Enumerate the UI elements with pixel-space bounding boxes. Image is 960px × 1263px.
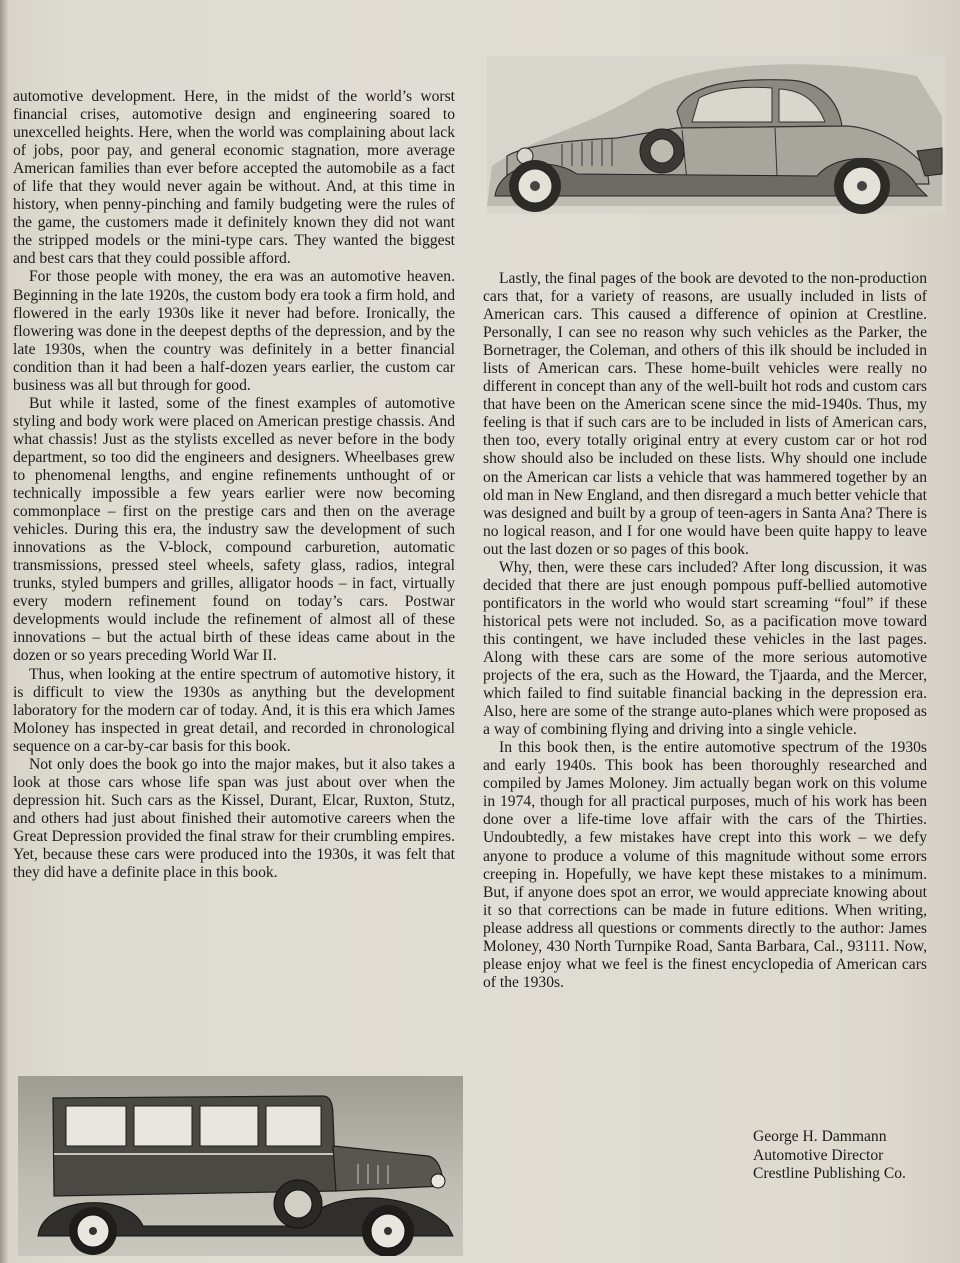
signature-company: Crestline Publishing Co. — [753, 1165, 906, 1182]
sedan-illustration — [18, 1076, 463, 1256]
right-text-column — [483, 270, 927, 992]
right-paragraph-3: In this book then, is the entire automotive spectrum of the 1930s and early 1940s. This book has been thoroughly researched and compiled by James Moloney. Jim actually began work on this volume in 1974, though for all practical purposes, much of his work has been done over a life-time love affair with the cars of the Thirties. Undoubtedly, a few mistakes have crept into this work – we defy anyone to produce a volume of this magnitude without some errors creeping in. Hopefully, we have kept these mistakes to a minimum. But, if anyone does spot an error, we would appreciate knowing about it so that corrections can be made in future editions. When writing, please address all questions or comments directly to the author: James Moloney, 430 North Turnpike Road, Santa Barbara, Cal., 93111. Now, please enjoy what we feel is the finest encyclopedia of American cars of the 1930s. — [483, 739, 927, 991]
signature-title: Automotive Director — [753, 1146, 884, 1164]
right-paragraph-1: Lastly, the final pages of the book are devoted to the non-production cars that, for a variety of reasons, are usually included in lists of American cars. This caused a difference of opinion at Crestline. Personally, I can see no reason why such vehicles as the Parker, the Bornetrager, the Coleman, and others of this ilk should be included in lists of American cars. These home-built vehicles were really no different in concept than any of the well-built hot rods and custom cars that have been on the American scene since the mid-1940s. Thus, my feeling is that if such cars are to be included in lists of American cars, then too, every totally original entry at every custom car or hot rod show should also be included on these lists. Why should one include on the American car lists a vehicle that was hammered together by an old man in New England, and then disregard a much better vehicle that was designed and built by a group of teen-agers in Santa Ana? There is no logical reason, and I for one would have been quite happy to leave out the last dozen or so pages of this book. — [483, 270, 927, 558]
left-paragraph-2: For those people with money, the era was an automotive heaven. Beginning in the late 1920s, the custom body era took a firm hold, and flowered in the early 1930s like it never had before. Ironically, the flowering was done in the deepest depths of the depression, and by the late 1930s, when the country was definitely in a better financial condition than it had been a half-dozen years earlier, the custom car business was all but through for good. — [13, 268, 455, 394]
left-paragraph-5: Not only does the book go into the major makes, but it also takes a look at those cars whose life span was just about over when the depression hit. Such cars as the Kissel, Durant, Elcar, Ruxton, Stutz, and others had just about finished their automotive careers when the Great Depression provided the final straw for their crumbling empires. Yet, because these cars were produced into the 1930s, it was felt that they did have a definite place in this book. — [13, 755, 455, 882]
left-text-column — [13, 88, 455, 882]
right-paragraph-2: Why, then, were these cars included? After long discussion, it was decided that there are just enough pompous puff-bellied automotive pontificators in the world who would start screaming “foul” if these historical pets were not included. So, as a pacification move toward this contingent, we have included these vehicles in the last pages. Along with these cars are some of the more serious automotive projects of the era, such as the Howard, the Tjaarda, and the Mercer, which failed to find suitable financial backing in the depression era. Also, here are some of the strange auto-planes which were proposed as a way of combining flying and driving into a single vehicle. — [483, 558, 927, 739]
left-paragraph-3: But while it lasted, some of the finest examples of automotive styling and body work were placed on American prestige chassis. And what chassis! Just as the stylists excelled as never before in the body department, so too did the engineers and designers. Wheelbases grew to phenomenal lengths, and engine refinements unthought of or technically impossible a few years earlier were now becoming commonplace – first on the prestige cars and then on the average vehicles. During this era, the industry saw the development of such innovations as the V-block, compound carburetion, automatic transmissions, pressed steel wheels, safety glass, radios, integral trunks, styled bumpers and grilles, alligator hoods – in fact, virtually every modern refinement found on today’s cars. Postwar developments would include the refinement of almost all of these innovations – but the actual birth of these ideas came about in the dozen or so years preceding World War II. — [13, 394, 455, 665]
left-paragraph-4: Thus, when looking at the entire spectrum of automotive history, it is difficult to view the 1930s as anything but the development laboratory for the modern car of today. And, it is this era which James Moloney has inspected in great detail, and recorded in chronological sequence on a car-by-car basis for this book. — [13, 665, 455, 755]
signature-name: George H. Dammann — [753, 1128, 887, 1145]
left-paragraph-1: automotive development. Here, in the midst of the world’s worst financial crises, automotive design and engineering soared to unexcelled heights. Here, when the world was complaining about lack of jobs, poor pay, and general economic stagnation, more average American families than ever before accepted the automobile as a fact of life that they would never again be without. And, at this time in history, when penny-pinching and family budgeting were the rules of the game, the customers made it definitely known they did not want the stripped models or the mini-type cars. They wanted the biggest and best cars that they could possible afford. — [13, 88, 455, 268]
coupe-illustration — [487, 56, 946, 214]
signature-block — [753, 1128, 953, 1184]
